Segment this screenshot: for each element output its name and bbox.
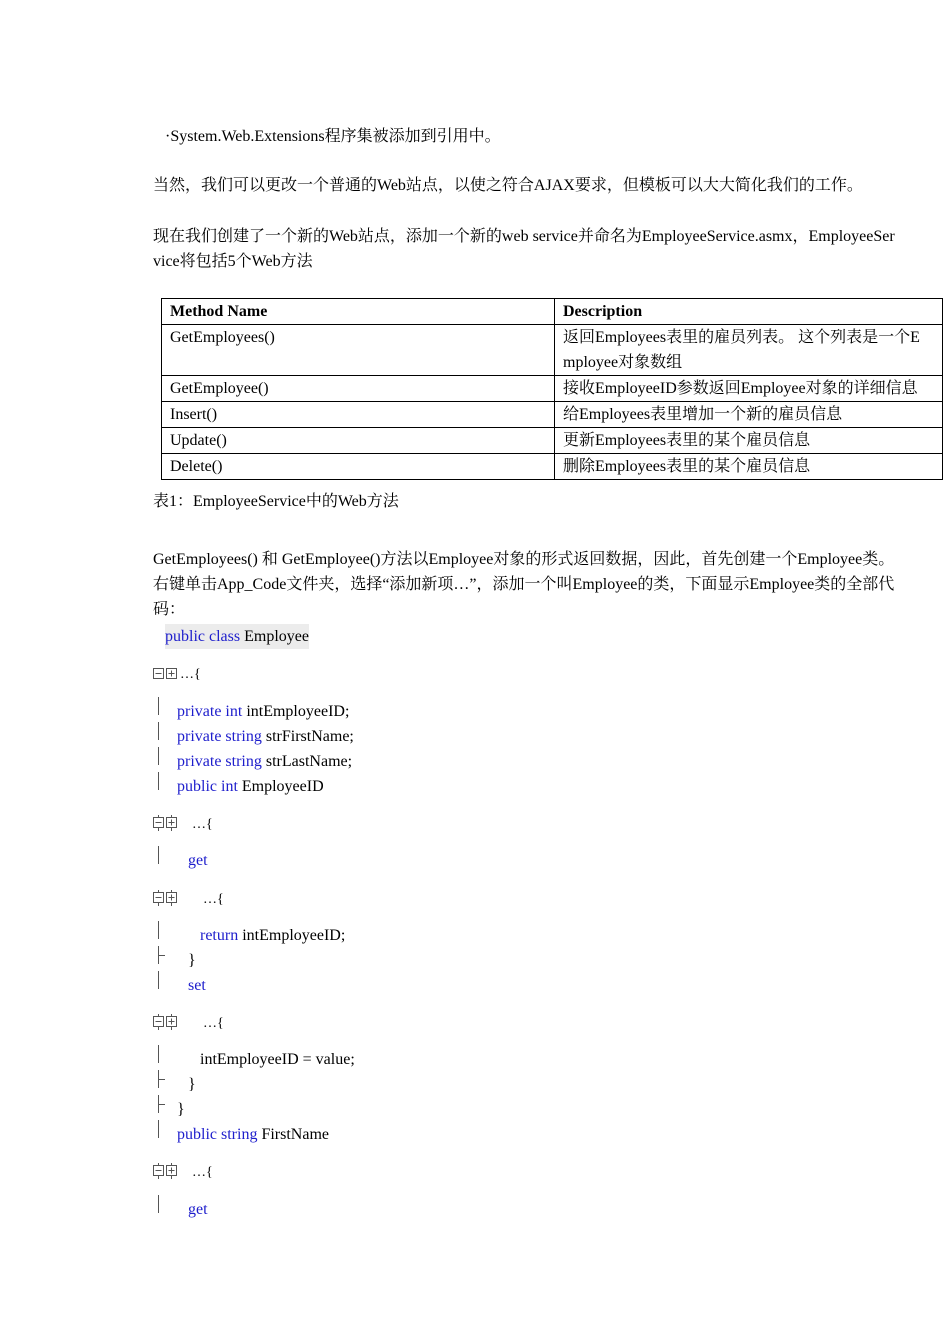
paragraph-ajax: 当然，我们可以更改一个普通的Web站点，以使之符合AJAX要求，但模板可以大大简化我们的工作。 [153,177,863,194]
guide-line [158,1195,159,1213]
code-line-field [177,749,352,774]
code-line-property [177,1122,329,1147]
code-keyword: private int [177,703,243,720]
collapse-expand-icon[interactable] [153,667,179,681]
code-identifier: EmployeeID [237,778,324,795]
header-description: Description [555,299,943,325]
guide-line [158,971,159,989]
methods-table [161,298,943,480]
guide-line [158,1045,159,1063]
code-identifier: strLastName; [261,753,353,770]
collapse-expand-icon[interactable] [153,815,179,829]
table-caption: 表1：EmployeeService中的Web方法 [153,493,399,510]
guide-line [158,846,159,864]
guide-line [158,722,159,740]
code-identifier: intEmployeeID; [238,927,346,944]
guide-tee [158,946,170,964]
table-row [162,376,943,402]
code-line-property [177,774,324,799]
paragraph-webservice-line1: 现在我们创建了一个新的Web站点，添加一个新的web service并命名为EmployeeService.asmx，EmployeeSer [153,228,895,245]
code-identifier: strFirstName; [261,728,354,745]
header-method-name: Method Name [162,299,555,325]
code-keyword: return [200,927,239,944]
paragraph-webservice-line2: vice将包括5个Web方法 [153,253,313,270]
code-close-brace: } [188,1076,196,1093]
description-line: 返回Employees表里的雇员列表。 这个列表是一个E [563,329,920,346]
guide-line [158,747,159,765]
code-open-brace: …{ [203,1016,224,1031]
paragraph-employee-class-line1: GetEmployees() 和 GetEmployee()方法以Employee对象的形式返回数据，因此，首先创建一个Employee类。 [153,551,895,568]
description-cell: 给Employees表里增加一个新的雇员信息 [555,402,943,428]
code-open-brace: …{ [192,817,213,832]
code-keyword-get: get [188,852,208,869]
code-line-return [200,923,345,948]
method-cell: GetEmployees() [162,325,555,376]
guide-line [158,772,159,790]
table-header-row [162,299,943,325]
code-keyword: private string [177,728,262,745]
method-cell: Insert() [162,402,555,428]
collapse-expand-icon[interactable] [153,890,179,904]
guide-tee [158,1070,170,1088]
code-close-brace: } [188,952,196,969]
code-line-field [177,724,354,749]
code-keyword: public class [165,628,241,645]
guide-line [158,697,159,715]
description-line: mployee对象数组 [563,354,683,371]
method-cell: Delete() [162,454,555,480]
code-line-assign: intEmployeeID = value; [200,1051,355,1068]
code-close-brace: } [177,1101,185,1118]
paragraph-extensions: ·System.Web.Extensions程序集被添加到引用中。 [165,128,501,145]
code-keyword-set: set [188,977,206,994]
method-cell: Update() [162,428,555,454]
paragraph-employee-class-line3: 码： [153,601,186,618]
table-row [162,428,943,454]
guide-tee [158,1095,170,1113]
description-cell: 接收EmployeeID参数返回Employee对象的详细信息 [555,376,943,402]
code-identifier: FirstName [257,1126,329,1143]
code-keyword-get: get [188,1201,208,1218]
paragraph-employee-class-line2: 右键单击App_Code文件夹，选择“添加新项…”，添加一个叫Employee的类，下面显示Employee类的全部代 [153,576,895,593]
description-cell: 更新Employees表里的某个雇员信息 [555,428,943,454]
code-identifier: Employee [240,628,309,645]
code-keyword: private string [177,753,262,770]
paragraph-employee-class [153,547,941,622]
code-keyword: public string [177,1126,258,1143]
table-row [162,402,943,428]
method-cell: GetEmployee() [162,376,555,402]
collapse-expand-icon[interactable] [153,1163,179,1177]
description-cell [555,325,943,376]
guide-line [158,921,159,939]
table-row [162,325,943,376]
code-identifier: intEmployeeID; [242,703,350,720]
code-open-brace: …{ [192,1165,213,1180]
code-keyword: public int [177,778,238,795]
code-open-brace: …{ [203,892,224,907]
code-line-class-decl [165,624,309,649]
table-row [162,454,943,480]
code-line-field [177,699,349,724]
guide-line [158,1120,159,1138]
code-open-brace: …{ [180,667,201,682]
paragraph-webservice [153,224,941,274]
description-cell: 删除Employees表里的某个雇员信息 [555,454,943,480]
collapse-expand-icon[interactable] [153,1014,179,1028]
